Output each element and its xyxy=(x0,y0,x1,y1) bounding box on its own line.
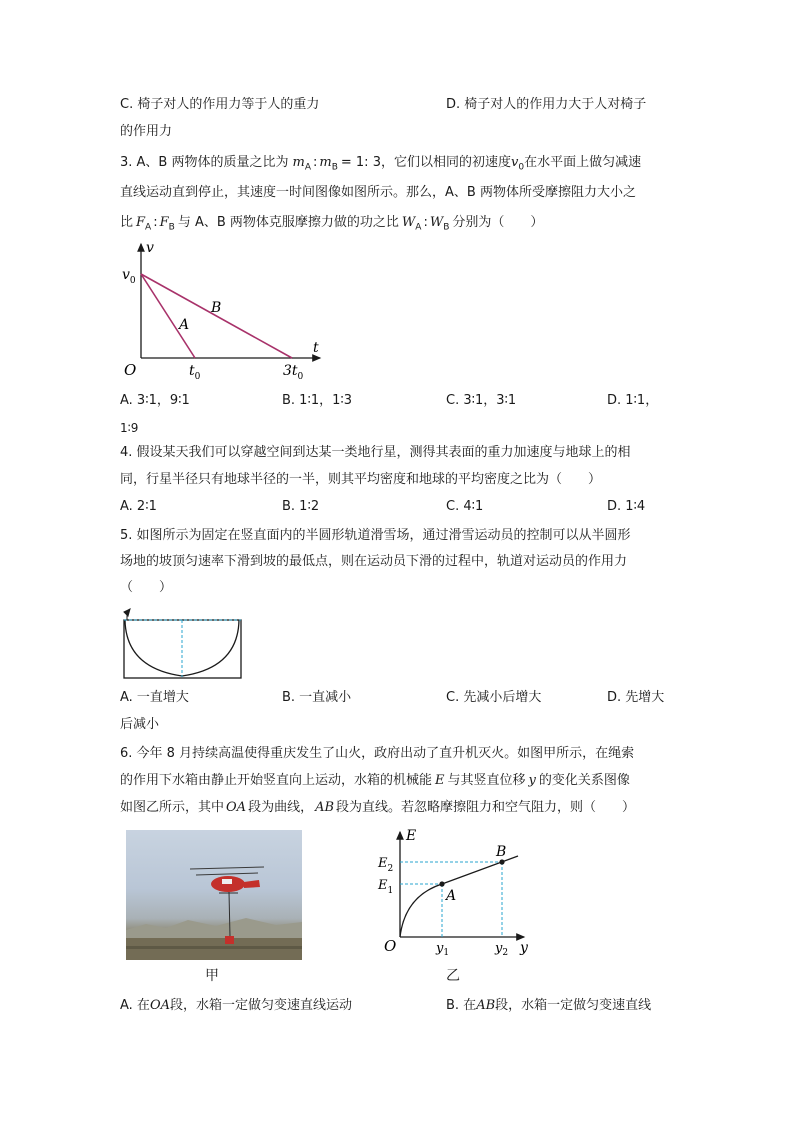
q5-line3: （ ） xyxy=(120,580,173,595)
q3-origin-label: O xyxy=(124,361,137,379)
q3-option-b: B. 1∶1，1∶3 xyxy=(282,393,353,408)
q5-option-a: A. 一直增大 xyxy=(120,690,189,705)
helicopter-icon xyxy=(126,830,302,960)
q6-option-b: B. 在AB段，水箱一定做匀变速直线 xyxy=(446,998,652,1013)
q2-option-c: C. 椅子对人的作用力等于人的重力 xyxy=(120,97,320,112)
q6-origin-label: O xyxy=(384,937,397,955)
q3-v0-label: $v_0$ xyxy=(122,267,136,286)
q3-option-d: D. 1∶1， xyxy=(607,393,659,408)
q2-option-d-cont: 的作用力 xyxy=(120,124,173,139)
q4-option-d: D. 1∶4 xyxy=(607,499,646,514)
q6-point-a xyxy=(439,881,444,886)
q5-option-b: B. 一直减小 xyxy=(282,690,352,705)
q3-line-a-label: A xyxy=(179,317,190,333)
q3-line-a xyxy=(141,274,195,358)
skier-icon xyxy=(124,609,130,620)
q5-line1: 5. 如图所示为固定在竖直面内的半圆形轨道滑雪场，通过滑雪运动员的控制可以从半圆形 xyxy=(120,528,631,543)
q4-option-c: C. 4∶1 xyxy=(446,499,484,514)
q6-line3: 如图乙所示，其中 OA 段为曲线， AB 段为直线。若忽略摩擦阻力和空气阻力，则（ ） xyxy=(120,800,636,815)
q6-y-label: y xyxy=(520,940,528,956)
q4-option-a: A. 2∶1 xyxy=(120,499,157,514)
q4-line2: 同，行星半径只有地球半径的一半，则其平均密度和地球的平均密度之比为（ ） xyxy=(120,472,602,487)
q6-y1-label: $y_1$ xyxy=(436,941,450,956)
q6-y2-label: $y_2$ xyxy=(495,941,509,956)
q3-3t0-label: $3t_0$ xyxy=(283,363,304,382)
q6-e-label: E xyxy=(406,828,417,844)
q5-line2: 场地的坡顶匀速率下滑到坡的最低点，则在运动员下滑的过程中，轨道对运动员的作用力 xyxy=(120,554,628,569)
q3-option-c: C. 3∶1，3∶1 xyxy=(446,393,517,408)
q6-point-b-label: B xyxy=(496,844,507,860)
q5-half-pipe-diagram xyxy=(118,604,248,682)
q5-track-frame xyxy=(124,620,241,678)
q5-option-d-cont: 后减小 xyxy=(120,717,160,732)
q4-line1: 4. 假设某天我们可以穿越空间到达某一类地行星，测得其表面的重力加速度与地球上的相 xyxy=(120,445,631,460)
q3-line-b-label: B xyxy=(211,300,222,316)
q3-line1: 3. A、B 两物体的质量之比为 $m_A$ : $m_B = 1$: 3，它们以相同的初速度$v_0$在水平面上做匀减速 xyxy=(120,155,642,173)
q6-line2: 的作用下水箱由静止开始竖直向上运动，水箱的机械能 E 与其竖直位移 y 的变化关系图像 xyxy=(120,773,630,788)
q3-line3: 比 $F_A$ : $F_B$ 与 A、B 两物体克服摩擦力做的功之比 $W_A$ : $W_B$ 分别为（ ） xyxy=(120,215,544,233)
q2-option-d: D. 椅子对人的作用力大于人对椅子 xyxy=(446,97,647,112)
q5-option-c: C. 先减小后增大 xyxy=(446,690,542,705)
q6-point-a-label: A xyxy=(446,888,457,904)
q3-t-label: t xyxy=(313,340,319,356)
q4-option-b: B. 1∶2 xyxy=(282,499,320,514)
q3-line-b xyxy=(141,274,292,358)
q6-caption-jia: 甲 xyxy=(205,968,219,984)
q6-point-b xyxy=(499,859,504,864)
q3-line2: 直线运动直到停止，其速度一时间图像如图所示。那么，A、B 两物体所受摩擦阻力大小之 xyxy=(120,185,636,200)
q3-v-label: v xyxy=(146,240,154,256)
q6-caption-yi: 乙 xyxy=(446,968,460,984)
q6-energy-displacement-graph xyxy=(372,826,532,956)
q6-e1-label: $E_1$ xyxy=(378,878,394,896)
q6-line1: 6. 今年 8 月持续高温使得重庆发生了山火，政府出动了直升机灭火。如图甲所示，在绳索 xyxy=(120,746,635,761)
q3-velocity-time-graph xyxy=(118,236,328,386)
q3-option-d-cont: 1∶9 xyxy=(120,421,139,435)
q5-option-d: D. 先增大 xyxy=(607,690,665,705)
q6-curve-oa xyxy=(400,884,442,937)
q3-option-a: A. 3∶1，9∶1 xyxy=(120,393,190,408)
q6-e2-label: $E_2$ xyxy=(378,856,394,874)
q6-line-ab xyxy=(442,856,518,884)
q3-t0-label: $t_0$ xyxy=(189,363,201,382)
q6-helicopter-photo xyxy=(126,830,302,960)
q6-option-a: A. 在OA段，水箱一定做匀变速直线运动 xyxy=(120,998,352,1013)
